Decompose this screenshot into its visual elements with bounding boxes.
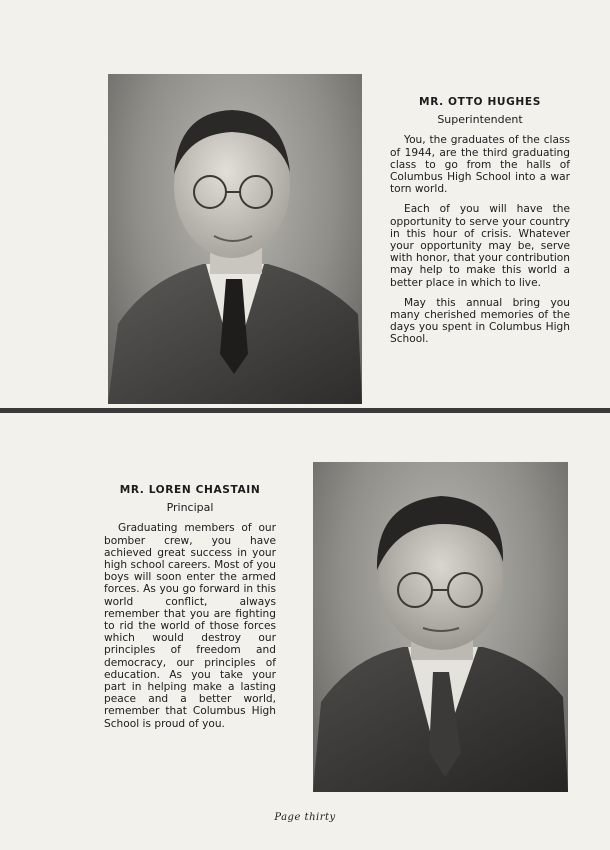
superintendent-message [390, 96, 570, 354]
superintendent-name: MR. OTTO HUGHES [419, 96, 541, 108]
principal-paragraph: Graduating members of our bomber crew, you have achieved great success in your high school careers. Most of you boys will soon enter the armed forces. As you go forward in this world conflict, always remember that you are fighting to rid the world of those forces which would destroy our principles of freedom and democracy, our principles of education. As you take your part in helping make a lasting peace and a better world, remember that Columbus High School is proud of you. [104, 522, 276, 730]
superintendent-paragraph: You, the graduates of the class of 1944, are the third graduating class to go from the halls of Columbus High School into a war torn world. [390, 134, 570, 196]
principal-portrait [313, 462, 568, 792]
superintendent-portrait [108, 74, 362, 404]
superintendent-title: Superintendent [437, 113, 523, 127]
superintendent-paragraph: May this annual bring you many cherished memories of the days you spent in Columbus High School. [390, 296, 570, 346]
principal-title: Principal [166, 501, 214, 515]
principal-message [104, 484, 276, 738]
section-divider [0, 408, 610, 413]
superintendent-paragraph: Each of you will have the opportunity to serve your country in this hour of crisis. Whatever your opportunity may be, serve with honor, that your contribution may help to make this world a better place in which to live. [390, 203, 570, 289]
principal-name: MR. LOREN CHASTAIN [119, 484, 261, 496]
page-number: Page thirty [274, 812, 336, 823]
